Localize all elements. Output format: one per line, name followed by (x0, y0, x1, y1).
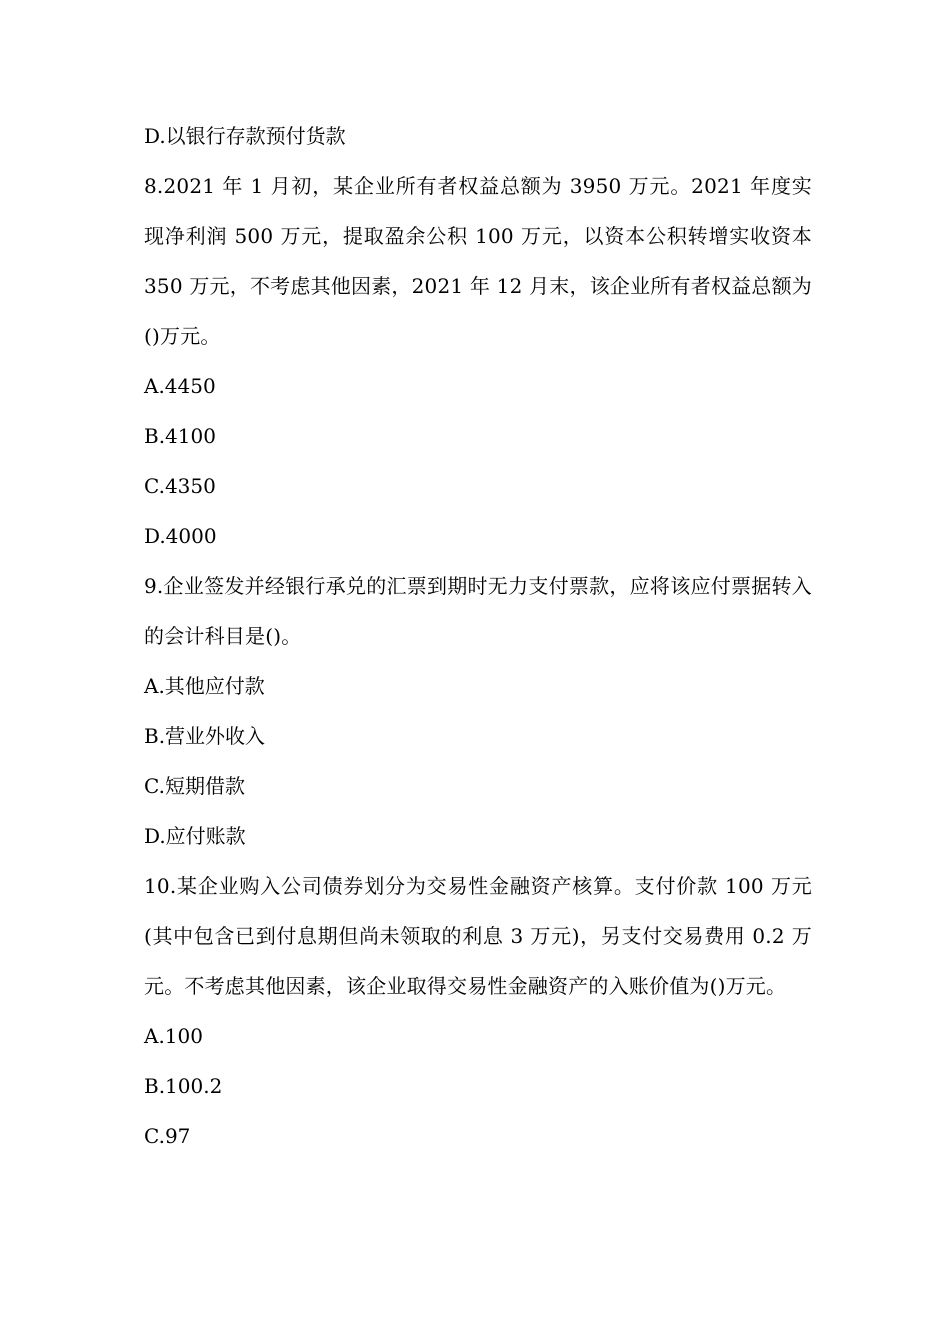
option-q10-b: B.100.2 (144, 1074, 223, 1098)
option-q10-c: C.97 (144, 1124, 191, 1148)
option-q8-d: D.4000 (144, 524, 217, 548)
question-8: 8.2021 年 1 月初，某企业所有者权益总额为 3950 万元。2021 年度实现净利润 500 万元，提取盈余公积 100 万元，以资本公积转增实收资本 350 万元，不考虑其他因素，2021 年 12 月末，该企业所有者权益总额为()万元。 (144, 174, 812, 348)
question-9: 9.企业签发并经银行承兑的汇票到期时无力支付票款，应将该应付票据转入的会计科目是()。 (144, 574, 812, 648)
option-q8-c: C.4350 (144, 474, 216, 498)
document-body (144, 111, 812, 1161)
option-q9-c: C.短期借款 (144, 774, 245, 798)
option-q9-b: B.营业外收入 (144, 724, 266, 748)
option-q8-a: A.4450 (144, 374, 216, 398)
option-q7-d: D.以银行存款预付货款 (144, 124, 346, 148)
option-q8-b: B.4100 (144, 424, 216, 448)
question-10: 10.某企业购入公司债券划分为交易性金融资产核算。支付价款 100 万元(其中包含已到付息期但尚未领取的利息 3 万元)，另支付交易费用 0.2 万元。不考虑其他因素，该企业取得交易性金融资产的入账价值为()万元。 (144, 874, 812, 998)
option-q9-d: D.应付账款 (144, 824, 246, 848)
option-q10-a: A.100 (144, 1024, 203, 1048)
option-q9-a: A.其他应付款 (144, 674, 265, 698)
